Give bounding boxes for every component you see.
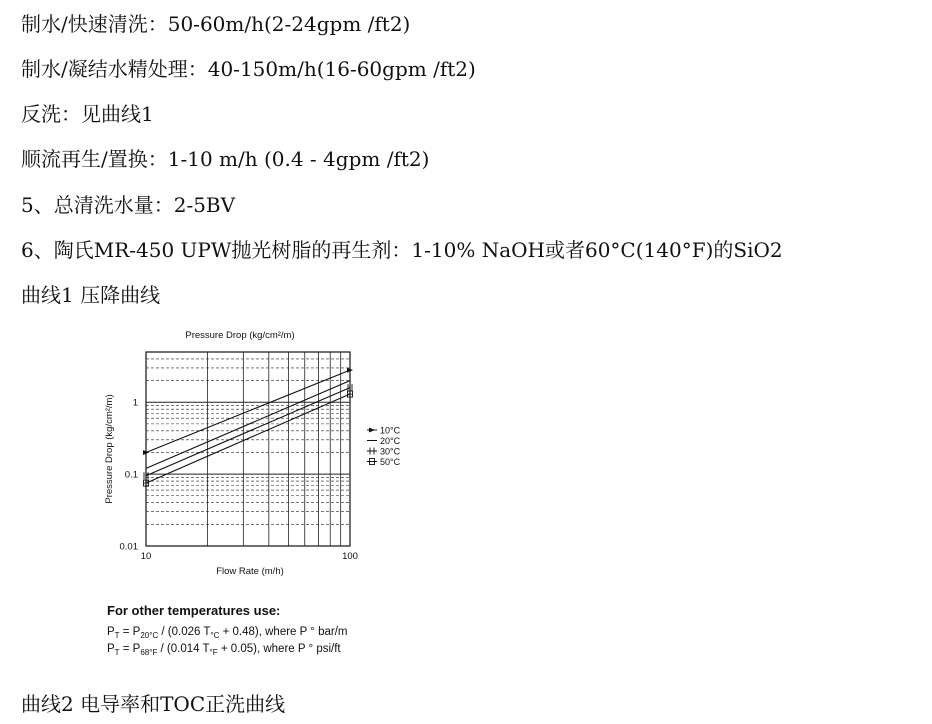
x-axis-label: Flow Rate (m/h) <box>216 566 284 577</box>
chart-title: Pressure Drop (kg/cm²/m) <box>185 330 295 341</box>
formula2-ref-sub: 68°F <box>140 648 158 657</box>
y-axis-label: Pressure Drop (kg/cm²/m) <box>104 394 115 504</box>
formula1-eq: = P <box>119 626 141 638</box>
y-tick-label: 1 <box>132 397 138 409</box>
formula1-p: P <box>107 626 115 638</box>
temperature-formula-fahrenheit <box>107 643 341 655</box>
temperature-note-heading: For other temperatures use: <box>107 603 281 618</box>
text-line-2: 制水/凝结水精处理：40-150m/h(16-60gpm /ft2) <box>21 57 476 81</box>
x-tick-label: 10 <box>140 551 152 562</box>
formula1-t-sub: °C <box>210 631 220 640</box>
series-line-4 <box>146 394 350 483</box>
formula1-ref-sub: 20°C <box>140 631 159 640</box>
text-line-3: 反洗：见曲线1 <box>21 102 154 126</box>
pressure-drop-figure <box>92 320 430 670</box>
legend-label-2: 20°C <box>380 436 401 446</box>
pressure-drop-chart <box>92 320 430 590</box>
formula1-mid: / (0.026 T <box>158 626 211 638</box>
text-line-1: 制水/快速清洗：50-60m/h(2-24gpm /ft2) <box>21 12 411 36</box>
formula2-tail: + 0.05), where P ° psi/ft <box>217 643 341 655</box>
formula2-mid: / (0.014 T <box>157 643 210 655</box>
plot-frame <box>146 352 350 546</box>
text-line-4: 顺流再生/置换：1-10 m/h (0.4 - 4gpm /ft2) <box>21 147 430 171</box>
formula2-eq: = P <box>119 643 141 655</box>
section-caption-curve-2: 曲线2 电导率和TOC正洗曲线 <box>21 692 286 716</box>
legend-label-3: 30°C <box>380 446 401 457</box>
formula2-p: P <box>107 643 115 655</box>
formula2-t-sub: °F <box>209 648 218 657</box>
formula2-p-sub: T <box>114 648 120 657</box>
y-tick-label: 0.1 <box>124 469 138 481</box>
formula1-tail: + 0.48), where P ° bar/m <box>219 626 348 638</box>
temperature-formula-celsius <box>107 626 348 638</box>
x-tick-label: 100 <box>342 551 358 562</box>
text-line-5: 5、总清洗水量：2-5BV <box>21 193 236 217</box>
series-line-3 <box>146 388 350 476</box>
y-tick-label: 0.01 <box>119 541 138 553</box>
text-line-6: 6、陶氏MR-450 UPW抛光树脂的再生剂：1-10% NaOH或者60°C(140°F)的SiO2 <box>21 238 783 262</box>
figure-caption: 曲线1 压降曲线 <box>21 283 161 307</box>
series-line-2 <box>146 381 350 469</box>
formula1-p-sub: T <box>114 631 120 640</box>
legend-label-1: 10°C <box>380 425 401 436</box>
legend-marker-1 <box>369 428 375 433</box>
legend-label-4: 50°C <box>380 457 401 467</box>
